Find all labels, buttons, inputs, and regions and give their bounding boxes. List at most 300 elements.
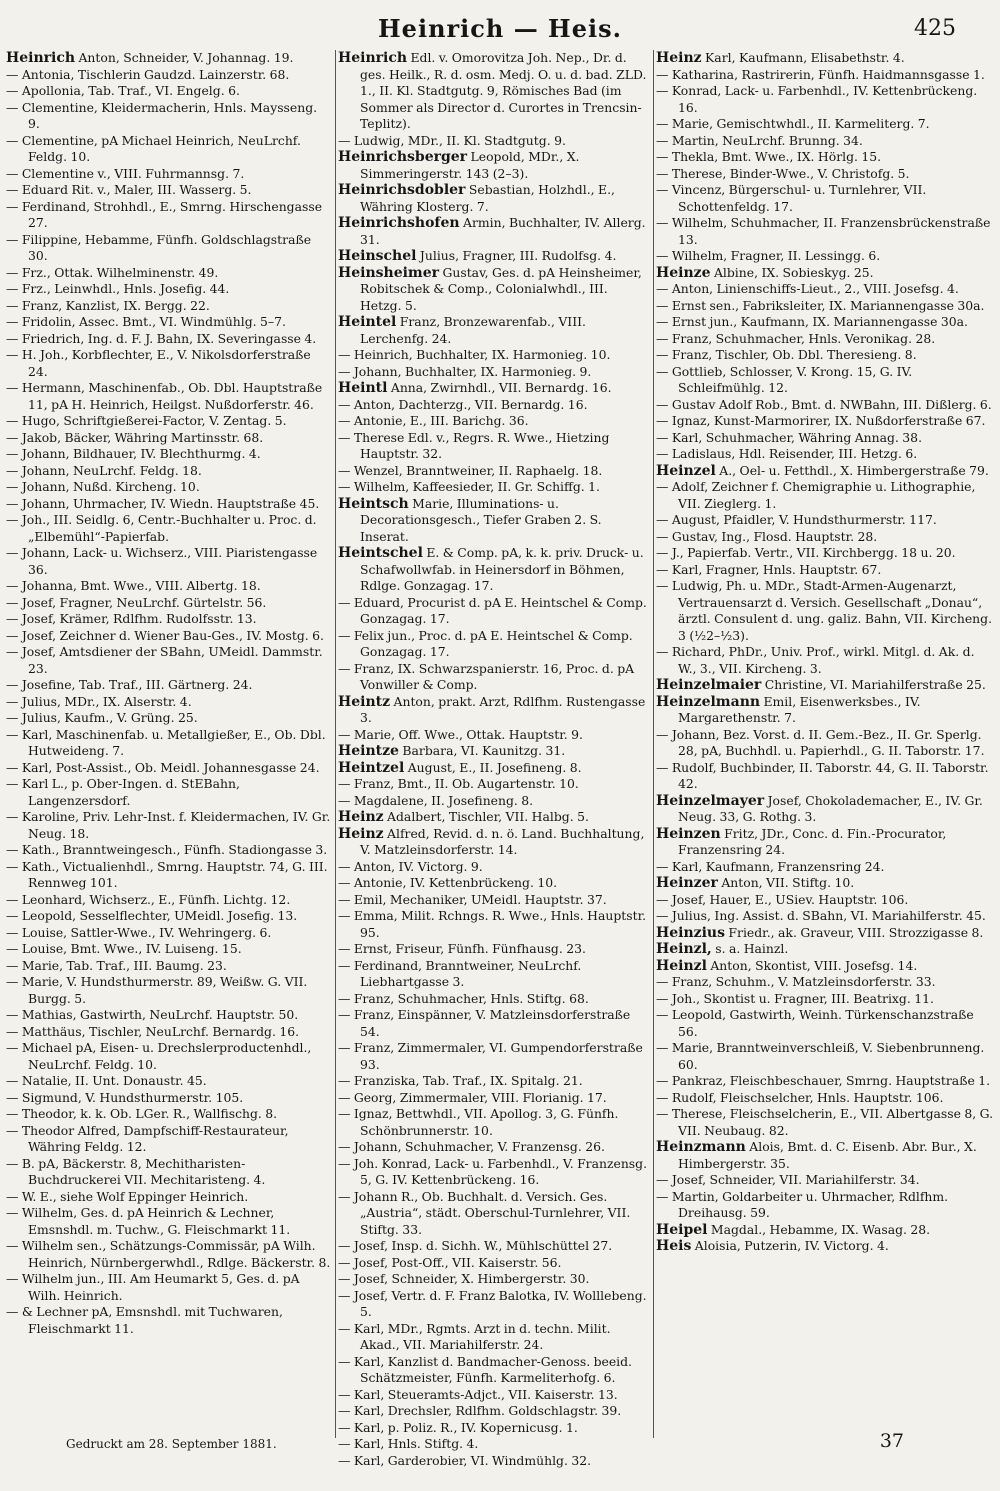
entry-text: Anton, prakt. Arzt, Rdlfhm. Rustengasse 3. [360,693,646,725]
entry-text: — Eduard, Procurist d. pA E. Heintschel & Comp. Gonzagag. 17. [338,594,647,626]
entry-surname: Heinz [338,809,384,825]
entry-surname: Heipel [656,1221,708,1238]
directory-entry [6,1156,332,1189]
entry-text: — Ignaz, Bettwhdl., VII. Apollog. 3, G. Fünfh. Schönbrunnerstr. 10. [338,1106,619,1138]
entry-text: — B. pA, Bäckerstr. 8, Mechitharisten-Buchdruckerei VII. Mechitaristeng. 4. [6,1155,266,1187]
entry-text: — Franz, IX. Schwarzspanierstr. 16, Proc. d. pA Vonwiller & Comp. [338,660,635,692]
directory-entry [656,512,994,529]
directory-entry [6,545,332,578]
entry-text: — Ernst sen., Fabriksleiter, IX. Mariannengasse 30a. [656,297,985,313]
entry-text: — Felix jun., Proc. d. pA E. Heintschel & Comp. Gonzagag. 17. [338,627,633,659]
entry-text: — Karl, Post-Assist., Ob. Meidl. Johannesgasse 24. [6,759,320,775]
directory-entry [6,809,332,842]
entry-text: — Ludwig, Ph. u. MDr., Stadt-Armen-Augenarzt, Vertrauensarzt d. Versich. Gesellschaft „Donau“, ärztl. Consulent d. ung. galiz. Bahn, VII. Kircheng. 3 (½2–½3). [656,578,993,643]
directory-entry [656,1139,994,1172]
entry-text: — Wilhelm, Ges. d. pA Heinrich & Lechner, Emsnshdl. m. Tuchw., G. Fleischmarkt 11. [6,1205,291,1237]
entry-text: — Emma, Milit. Rchngs. R. Wwe., Hnls. Hauptstr. 95. [338,908,647,940]
directory-entry [338,364,650,381]
entry-text: — Jakob, Bäcker, Währing Martinsstr. 68. [6,429,264,445]
directory-entry [656,166,994,183]
entry-text: — Karoline, Priv. Lehr-Inst. f. Kleidermachen, IV. Gr. Neug. 18. [6,809,331,841]
entry-text: — Karl L., p. Ober-Ingen. d. StEBahn, Langenzersdorf. [6,776,240,808]
entry-text: Emil, Eisenwerksbes., IV. Margarethenstr. 7. [678,693,921,725]
directory-entry [338,1255,650,1272]
directory-entry [656,347,994,364]
entry-surname: Heintsch [338,495,409,512]
entry-text: Barbara, VI. Kaunitzg. 31. [402,743,566,758]
directory-entry [656,413,994,430]
entry-surname: Heinzen [656,825,721,842]
entry-text: Friedr., ak. Graveur, VIII. Strozzigasse 8. [728,924,984,940]
entry-surname: Heintschel [338,545,423,561]
directory-entry [6,331,332,348]
directory-entry [656,331,994,348]
entry-surname: Heinze [656,264,711,281]
entry-text: — Vincenz, Bürgerschul- u. Turnlehrer, VII. Schottenfeldg. 17. [656,182,927,214]
entry-text: — Ferdinand, Strohhdl., E., Smrng. Hirschengasse 27. [6,198,323,230]
directory-column-3 [656,50,994,1438]
entry-text: — Georg, Zimmermaler, VIII. Florianig. 17. [338,1089,607,1105]
entry-text: — Friedrich, Ing. d. F. J. Bahn, IX. Severingasse 4. [6,330,317,346]
entry-text: — Josef, Amtsdiener der SBahn, UMeidl. Dammstr. 23. [6,644,323,676]
entry-text: — Marie, Gemischtwhdl., II. Karmeliterg. 7. [656,116,930,131]
entry-text: — Kath., Victualienhdl., Smrng. Hauptstr. 74, G. III. Rennweg 101. [6,858,328,890]
directory-entry [656,941,994,958]
entry-text: — Josef, Insp. d. Sichh. W., Mühlschüttel 27. [338,1238,613,1253]
entry-surname: Heinrich [338,50,408,66]
directory-entry [338,1321,650,1354]
directory-entry [656,67,994,84]
entry-text: — Franz, Zimmermaler, VI. Gumpendorferstraße 93. [338,1040,643,1072]
directory-entry [338,743,650,760]
directory-entry [656,760,994,793]
entry-text: — Johann, Bildhauer, IV. Blechthurmg. 4. [6,446,261,461]
directory-entry [656,859,994,876]
entry-text: — Fridolin, Assec. Bmt., VI. Windmühlg. 5–7. [6,314,286,329]
entry-surname: Heinzelmaier [656,677,762,693]
entry-text: — Karl, Fragner, Hnls. Hauptstr. 67. [656,561,882,577]
entry-text: Aloisia, Putzerin, IV. Victorg. 4. [694,1238,889,1253]
directory-entry [338,133,650,150]
directory-entry [656,892,994,909]
entry-text: — Hermann, Maschinenfab., Ob. Dbl. Hauptstraße 11, pA H. Heinrich, Heilgst. Nußdorferstr. 46. [6,380,323,412]
entry-text: — Ferdinand, Branntweiner, NeuLrchf. Liebhartgasse 3. [338,957,582,989]
entry-text: — Natalie, II. Unt. Donaustr. 45. [6,1073,207,1088]
entry-text: — Leopold, Gastwirth, Weinh. Türkenschanzstraße 56. [656,1007,974,1039]
directory-entry [6,1304,332,1337]
entry-text: — Julius, MDr., IX. Alserstr. 4. [6,693,192,709]
entry-surname: Heintel [338,314,397,330]
entry-text: — Marie, V. Hundsthurmerstr. 89, Weißw. G. VII. Burgg. 5. [6,974,308,1006]
entry-text: — Emil, Mechaniker, UMeidl. Hauptstr. 37. [338,891,607,907]
directory-entry [656,727,994,760]
entry-text: — Therese, Fleischselcherin, E., VII. Albertgasse 8, G. VII. Neubaug. 82. [656,1106,994,1138]
entry-text: Anna, Zwirnhdl., VII. Bernardg. 16. [390,380,612,395]
entry-text: — Anton, Linienschiffs-Lieut., 2., VIII. Josefsg. 4. [656,281,959,296]
entry-text: — Antonie, E., III. Barichg. 36. [338,413,529,428]
entry-text: — Wilhelm, Schuhmacher, II. Franzensbrückenstraße 13. [656,215,991,247]
directory-entry [338,1403,650,1420]
entry-text: — Thekla, Bmt. Wwe., IX. Hörlg. 15. [656,149,882,164]
entry-text: — Ernst, Friseur, Fünfh. Fünfhausg. 23. [338,941,586,956]
entry-text: — Johann, Schuhmacher, V. Franzensg. 26. [338,1139,605,1154]
entry-text: — August, Pfaidler, V. Hundsthurmerstr. 117. [656,512,937,527]
directory-entry [338,1453,650,1470]
entry-text: — Clementine v., VIII. Fuhrmannsg. 7. [6,165,245,181]
directory-entry [338,1420,650,1437]
entry-text: — Gustav, Ing., Flosd. Hauptstr. 28. [656,528,878,544]
directory-entry [338,1189,650,1239]
entry-text: — Josef, Schneider, X. Himbergerstr. 30. [338,1271,590,1286]
directory-entry [656,1189,994,1222]
directory-entry [6,1271,332,1304]
directory-entry [656,397,994,414]
directory-entry [6,925,332,942]
entry-text: — J., Papierfab. Vertr., VII. Kirchbergg. 18 u. 20. [656,545,956,560]
entry-text: — Karl, Kanzlist d. Bandmacher-Genoss. beeid. Schätzmeister, Fünfh. Karmeliterhofg. 6. [338,1353,632,1385]
entry-text: — Wilhelm sen., Schätzungs-Commissär, pA Wilh. Heinrich, Nürnbergerwhdl., Rdlge. Bäckerstr. 8. [6,1238,331,1270]
directory-entry [338,1387,650,1404]
entry-text: — Sigmund, V. Hundsthurmerstr. 105. [6,1089,244,1105]
directory-entry [656,479,994,512]
directory-entry [656,545,994,562]
entry-text: Anton, VII. Stiftg. 10. [721,875,855,890]
directory-entry [656,446,994,463]
directory-entry [6,941,332,958]
entry-text: — Julius, Kaufm., V. Grüng. 25. [6,710,198,725]
directory-entry [338,908,650,941]
entry-text: — Johann, Lack- u. Wichserz., VIII. Piaristengasse 36. [6,545,318,577]
entry-text: Armin, Buchhalter, IV. Allerg. 31. [360,215,646,247]
entry-text: — Clementine, Kleidermacherin, Hnls. Maysseng. 9. [6,99,318,131]
directory-entry [6,182,332,199]
directory-entry [6,347,332,380]
directory-entry [656,215,994,248]
directory-entry [6,430,332,447]
directory-entry [6,694,332,711]
directory-entry [656,677,994,694]
directory-entry [656,314,994,331]
entry-text: — Franz, Schuhm., V. Matzleinsdorferstr. 33. [656,974,936,989]
entry-text: — Franz, Schuhmacher, Hnls. Stiftg. 68. [338,990,589,1006]
entry-text: Edl. v. Omorovitza Joh. Nep., Dr. d. ges. Heilk., R. d. osm. Medj. O. u. d. bad. ZLD. 1., II. Kl. Stadtgutg. 9, Römisches Bad (im Sommer als Director d. Curortes in Trencsin-Teplitz). [360,50,647,131]
entry-text: — Therese Edl. v., Regrs. R. Wwe., Hietzing Hauptstr. 32. [338,429,610,461]
directory-entry [338,892,650,909]
directory-entry [6,298,332,315]
entry-text: — Louise, Bmt. Wwe., IV. Luiseng. 15. [6,941,242,956]
entry-text: — Josef, Hauer, E., USiev. Hauptstr. 106. [656,891,909,907]
entry-text: — Franz, Einspänner, V. Matzleinsdorferstraße 54. [338,1007,631,1039]
entry-text: — Wilhelm, Fragner, II. Lessingg. 6. [656,248,881,263]
entry-surname: Heinz [656,50,702,66]
directory-entry [656,925,994,942]
directory-entry [338,265,650,315]
directory-entry [338,463,650,480]
directory-entry [6,133,332,166]
directory-entry [656,694,994,727]
directory-entry [656,364,994,397]
entry-surname: Heinrich [6,50,76,66]
entry-text: — Wilhelm, Kaffeesieder, II. Gr. Schiffg. 1. [338,479,600,494]
entry-text: Fritz, JDr., Conc. d. Fin.-Procurator, Franzensring 24. [678,825,947,857]
directory-entry [338,182,650,215]
directory-entry [6,100,332,133]
entry-surname: Heinzelmann [656,693,761,710]
entry-text: Magdal., Hebamme, IX. Wasag. 28. [710,1221,931,1237]
directory-entry [6,958,332,975]
directory-entry [338,149,650,182]
directory-entry [6,446,332,463]
entry-text: — Josef, Schneider, VII. Mariahilferstr. 34. [656,1172,920,1187]
entry-surname: Heinzl [656,957,707,974]
entry-text: Sebastian, Holzhdl., E., Währing Klosterg. 7. [360,182,615,214]
directory-entry [6,1024,332,1041]
directory-entry [6,677,332,694]
page-number: 425 [914,16,956,41]
directory-entry [338,1271,650,1288]
directory-entry [338,545,650,595]
entry-text: — Antonie, IV. Kettenbrückeng. 10. [338,875,558,890]
directory-entry [656,826,994,859]
directory-entry [656,1040,994,1073]
directory-entry [656,50,994,67]
entry-text: — Frz., Leinwhdl., Hnls. Josefig. 44. [6,281,230,296]
directory-entry [656,1090,994,1107]
entry-text: — Anton, Dachterzg., VII. Bernardg. 16. [338,396,588,412]
entry-text: — Josefine, Tab. Traf., III. Gärtnerg. 24. [6,677,253,692]
directory-entry [338,661,650,694]
directory-column-2 [338,50,650,1468]
directory-entry [338,809,650,826]
directory-entry [656,875,994,892]
directory-entry [6,512,332,545]
entry-text: — Apollonia, Tab. Traf., VI. Engelg. 6. [6,83,240,98]
directory-entry [338,760,650,777]
directory-entry [338,941,650,958]
running-title: Heinrich — Heis. [378,14,622,43]
directory-entry [6,1205,332,1238]
entry-text: — Adolf, Zeichner f. Chemigraphie u. Lithographie, VII. Zieglerg. 1. [656,479,976,511]
directory-entry [6,727,332,760]
entry-text: — Marie, Tab. Traf., III. Baumg. 23. [6,957,227,973]
directory-entry [656,182,994,215]
directory-entry [338,413,650,430]
entry-text: — H. Joh., Korbflechter, E., V. Nikolsdorferstraße 24. [6,347,311,379]
directory-entry [656,908,994,925]
entry-surname: Heinrichsdobler [338,182,466,198]
directory-entry [338,215,650,248]
directory-entry [338,50,650,133]
directory-entry [656,793,994,826]
directory-entry [656,644,994,677]
directory-column-1 [6,50,332,1438]
entry-text: — Gottlieb, Schlosser, V. Krong. 15, G. IV. Schleifmühlg. 12. [656,363,913,395]
directory-entry [338,595,650,628]
entry-text: Josef, Chokolademacher, E., IV. Gr. Neug. 33, G. Rothg. 3. [678,792,983,824]
directory-entry [656,463,994,480]
entry-text: — Antonia, Tischlerin Gaudzd. Lainzerstr. 68. [6,66,290,82]
directory-entry [6,1073,332,1090]
directory-entry [656,529,994,546]
entry-text: — Karl, Maschinenfab. u. Metallgießer, E., Ob. Dbl. Hutweideng. 7. [6,726,326,758]
entry-text: — Joh. Konrad, Lack- u. Farbenhdl., V. Franzensg. 5, G. IV. Kettenbrückeng. 16. [338,1155,648,1187]
entry-text: Franz, Bronzewarenfab., VIII. Lerchenfg. 24. [360,314,586,346]
entry-surname: Heinzmann [656,1139,746,1155]
entry-text: — Karl, Schuhmacher, Währing Annag. 38. [656,429,923,445]
entry-text: — Richard, PhDr., Univ. Prof., wirkl. Mitgl. d. Ak. d. W., 3., VII. Kircheng. 3. [656,644,975,676]
entry-text: — Karl, Garderobier, VI. Windmühlg. 32. [338,1452,592,1468]
directory-entry [6,1238,332,1271]
directory-entry [6,760,332,777]
directory-entry [6,1040,332,1073]
directory-entry [338,430,650,463]
entry-text: — Matthäus, Tischler, NeuLrchf. Bernardg. 16. [6,1023,300,1039]
directory-entry [656,298,994,315]
directory-entry [6,628,332,645]
column-divider [653,50,654,1438]
entry-text: — Karl, MDr., Rgmts. Arzt in d. techn. Milit. Akad., VII. Mariahilferstr. 24. [338,1320,611,1352]
entry-surname: Heinsheimer [338,264,440,281]
entry-text: — Franz, Tischler, Ob. Dbl. Theresieng. 8. [656,347,917,362]
directory-entry [6,1189,332,1206]
entry-text: — Josef, Post-Off., VII. Kaiserstr. 56. [338,1254,562,1270]
directory-entry [656,1007,994,1040]
directory-entry [6,232,332,265]
entry-text: — Clementine, pA Michael Heinrich, NeuLrchf. Feldg. 10. [6,132,301,164]
entry-text: Adalbert, Tischler, VII. Halbg. 5. [387,809,589,824]
entry-text: Alois, Bmt. d. C. Eisenb. Abr. Bur., X. Himbergerstr. 35. [678,1139,977,1171]
entry-text: — Louise, Sattler-Wwe., IV. Wehringerg. 6. [6,924,272,940]
entry-text: Marie, Illuminations- u. Decorationsgesch., Tiefer Graben 2. S. Inserat. [360,495,602,544]
directory-entry [6,413,332,430]
entry-text: — Johann, Nußd. Kircheng. 10. [6,479,200,494]
directory-entry [656,149,994,166]
entry-text: — Ludwig, MDr., II. Kl. Stadtgutg. 9. [338,132,566,148]
directory-entry [6,892,332,909]
entry-text: — Magdalene, II. Josefineng. 8. [338,792,534,808]
entry-text: — Josef, Krämer, Rdlfhm. Rudolfsstr. 13. [6,611,257,626]
directory-entry [656,281,994,298]
directory-entry [338,479,650,496]
entry-text: — Kath., Branntweingesch., Fünfh. Stadiongasse 3. [6,842,328,857]
directory-entry [656,430,994,447]
directory-entry [6,67,332,84]
entry-text: — Karl, Drechsler, Rdlfhm. Goldschlagstr. 39. [338,1403,622,1418]
directory-entry [6,265,332,282]
entry-text: Anton, Skontist, VIII. Josefsg. 14. [710,957,918,973]
entry-text: — Karl, p. Poliz. R., IV. Kopernicusg. 1. [338,1419,578,1435]
entry-surname: Heinrichsberger [338,149,468,165]
entry-text: — Johanna, Bmt. Wwe., VIII. Albertg. 18. [6,578,261,593]
entry-text: — Ernst jun., Kaufmann, IX. Mariannengasse 30a. [656,314,968,329]
entry-text: s. a. Hainzl. [715,941,789,956]
entry-text: — Marie, Off. Wwe., Ottak. Hauptstr. 9. [338,726,583,742]
directory-entry [656,1073,994,1090]
directory-entry [6,380,332,413]
entry-surname: Heintzel [338,759,405,776]
directory-entry [338,1106,650,1139]
entry-text: Anton, Schneider, V. Johannag. 19. [78,50,294,65]
entry-text: — Joh., III. Seidlg. 6, Centr.-Buchhalter u. Proc. d. „Elbemühl“-Papierfab. [6,512,317,544]
directory-entry [6,281,332,298]
directory-entry [6,595,332,612]
entry-text: — Pankraz, Fleischbeschauer, Smrng. Hauptstraße 1. [656,1073,991,1088]
entry-text: — Karl, Kaufmann, Franzensring 24. [656,858,885,874]
entry-text: — Johann, Uhrmacher, IV. Wiedn. Hauptstraße 45. [6,495,320,511]
entry-text: — Josef, Zeichner d. Wiener Bau-Ges., IV. Mostg. 6. [6,627,324,643]
entry-text: Karl, Kaufmann, Elisabethstr. 4. [705,50,905,65]
directory-entry [338,793,650,810]
entry-surname: Heinzelmayer [656,792,765,809]
entry-text: — Katharina, Rastrirerin, Fünfh. Haidmannsgasse 1. [656,66,985,82]
entry-text: — Wilhelm jun., III. Am Heumarkt 5, Ges. d. pA Wilh. Heinrich. [6,1271,300,1303]
directory-entry [6,974,332,1007]
entry-text: — Rudolf, Fleischselcher, Hnls. Hauptstr. 106. [656,1089,944,1105]
entry-text: E. & Comp. pA, k. k. priv. Druck- u. Schafwollwfab. in Heinersdorf in Böhmen, Rdlge. Gonzagag. 17. [360,545,644,593]
directory-entry [338,397,650,414]
directory-entry [656,958,994,975]
directory-entry [338,1238,650,1255]
directory-entry [338,826,650,859]
entry-text: — Eduard Rit. v., Maler, III. Wasserg. 5. [6,182,252,197]
directory-entry [338,314,650,347]
directory-entry [656,83,994,116]
directory-entry [6,496,332,513]
entry-text: — Leopold, Sesselflechter, UMeidl. Josefig. 13. [6,908,298,923]
entry-text: — Johann R., Ob. Buchhalt. d. Versich. Ges. „Austria“, städt. Oberschul-Turnlehrer, VII. Stiftg. 33. [338,1188,631,1237]
directory-entry [338,694,650,727]
entry-text: — Martin, Goldarbeiter u. Uhrmacher, Rdlfhm. Dreihausg. 59. [656,1188,949,1220]
directory-entry [338,859,650,876]
printed-date-note: Gedruckt am 28. September 1881. [66,1437,277,1451]
entry-text: Alfred, Revid. d. n. ö. Land. Buchhaltung, V. Matzleinsdorferstr. 14. [360,825,645,857]
entry-text: — Hugo, Schriftgießerei-Factor, V. Zentag. 5. [6,413,287,428]
directory-entry [6,611,332,628]
directory-entry [656,133,994,150]
entry-surname: Heinschel [338,248,417,264]
directory-entry [338,958,650,991]
entry-text: — Therese, Binder-Wwe., V. Christofg. 5. [656,165,910,181]
directory-entry [338,1436,650,1453]
entry-text: Gustav, Ges. d. pA Heinsheimer, Robitschek & Comp., Colonialwhdl., III. Hetzg. 5. [360,264,642,313]
entry-text: — Franziska, Tab. Traf., IX. Spitalg. 21. [338,1073,583,1088]
entry-surname: Heinzer [656,875,718,891]
directory-entry [656,265,994,282]
entry-text: — Julius, Ing. Assist. d. SBahn, VI. Mariahilferstr. 45. [656,908,986,923]
entry-text: Christine, VI. Mariahilferstraße 25. [764,677,986,692]
entry-text: — Theodor Alfred, Dampfschiff-Restaurateur, Währing Feldg. 12. [6,1122,289,1154]
directory-entry [6,644,332,677]
entry-text: — Michael pA, Eisen- u. Drechslerproductenhdl., NeuLrchf. Feldg. 10. [6,1040,312,1072]
entry-surname: Heinzel [656,462,716,479]
directory-entry [338,496,650,546]
directory-entry [6,1106,332,1123]
entry-text: — Johann, Buchhalter, IX. Harmonieg. 9. [338,363,592,379]
entry-text: — Marie, Branntweinverschleiß, V. Siebenbrunneng. 60. [656,1040,985,1072]
entry-text: — & Lechner pA, Emsnshdl. mit Tuchwaren, Fleischmarkt 11. [6,1304,283,1336]
entry-text: — Rudolf, Buchbinder, II. Taborstr. 44, G. II. Taborstr. 42. [656,759,989,791]
directory-entry [338,1354,650,1387]
directory-entry [6,83,332,100]
entry-text: — Franz, Bmt., II. Ob. Augartenstr. 10. [338,776,579,791]
directory-entry [6,859,332,892]
directory-entry [656,578,994,644]
entry-text: — W. E., siehe Wolf Eppinger Heinrich. [6,1188,249,1204]
directory-entry [338,1040,650,1073]
entry-text: — Wenzel, Branntweiner, II. Raphaelg. 18. [338,462,603,478]
entry-text: August, E., II. Josefineng. 8. [407,759,582,775]
directory-entry [656,1172,994,1189]
